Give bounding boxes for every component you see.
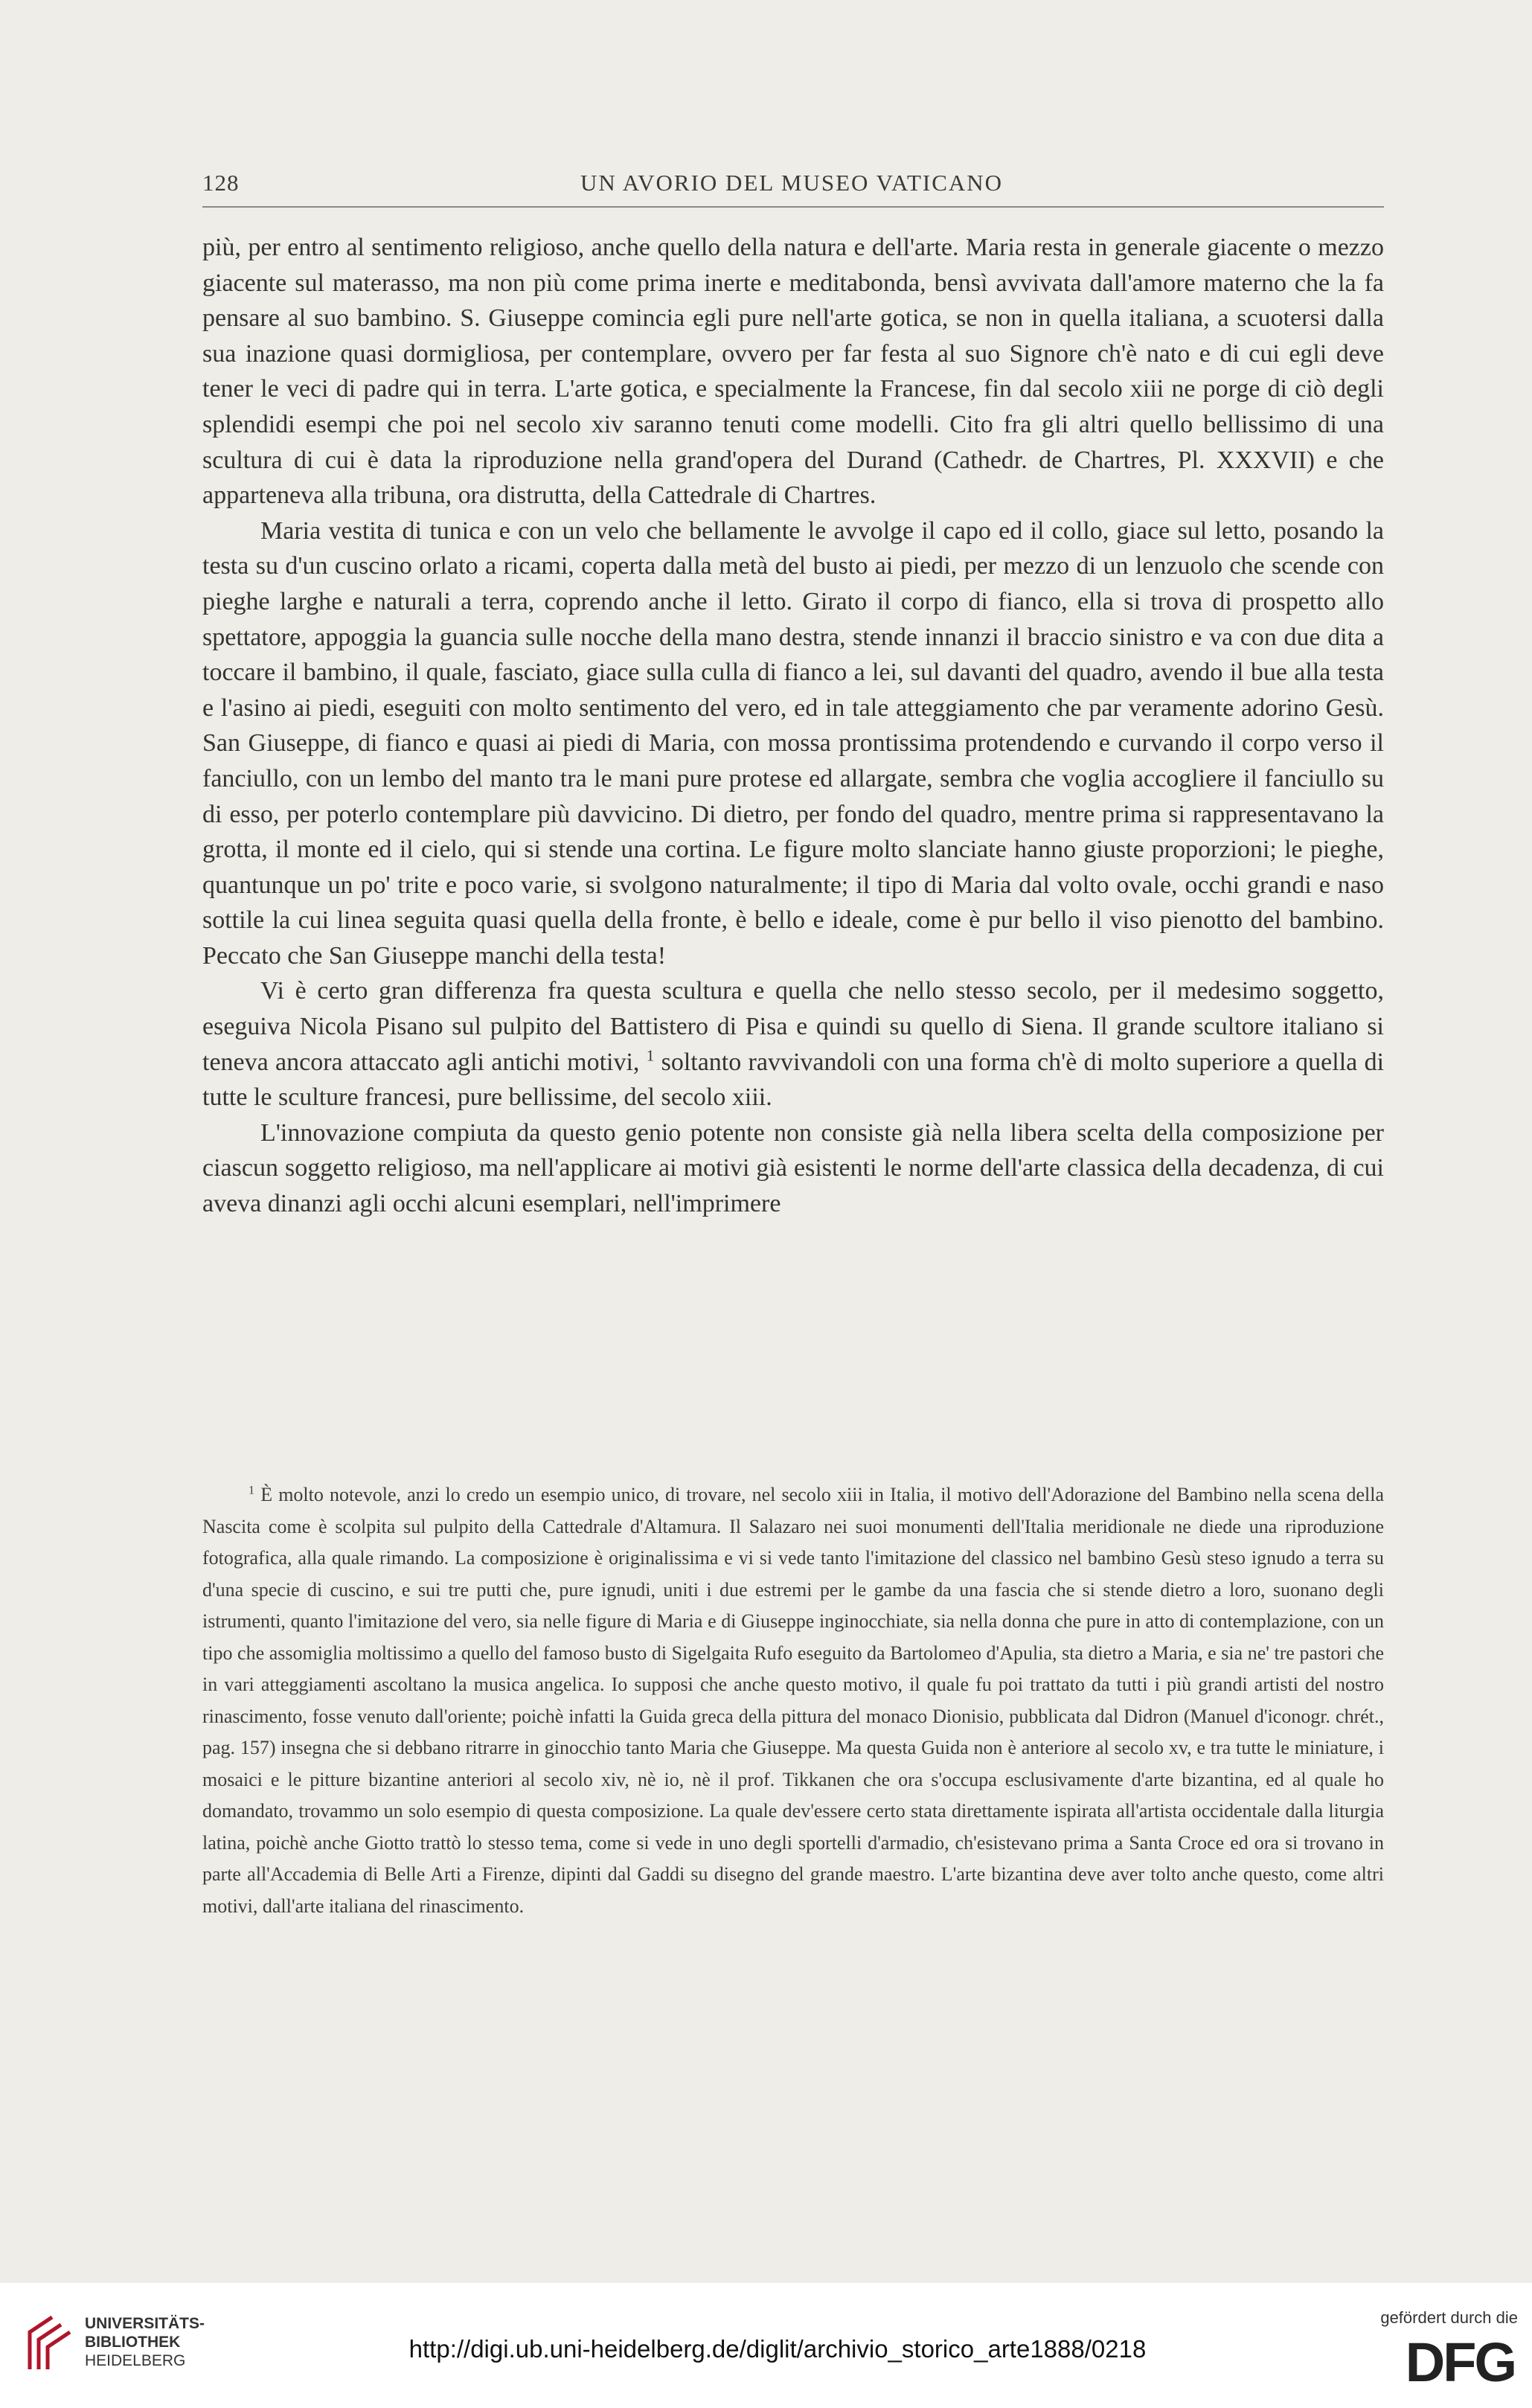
library-name bbox=[85, 2314, 205, 2370]
footnote-text: È molto notevole, anzi lo credo un esempio unico, di trovare, nel secolo xiii in Italia, il motivo dell'Adorazione del Bambino nella scena della Nascita come è scolpita sul pulpito della Cattedrale d'Altamura. Il Salazaro nei suoi monumenti dell'Italia meridionale ne diede una riproduzione fotografica, alla quale rimando. La composizione è originalissima e vi si vede tanto l'imitazione del classico nel bambino Gesù steso ignudo a terra su d'una specie di cuscino, e sui tre putti che, pure ignudi, uniti i due estremi per le gambe da una fascia che si stende dietro a loro, suonano degli istrumenti, quanto l'imitazione del vero, sia nelle figure di Maria e di Giuseppe inginocchiate, sia nella donna che pure in atto di contemplazione, con un tipo che assomiglia moltissimo a quello del famoso busto di Sigelgaita Rufo eseguito da Bartolomeo d'Apulia, sta dietro a Maria, e sia ne' tre pastori che in vari atteggiamenti ascoltano la musica angelica. Io supposi che anche questo motivo, il quale fu poi trattato da tutti i più grandi artisti del nostro rinascimento, fosse venuto dall'oriente; poichè infatti la Guida greca della pittura del monaco Dionisio, pubblicata dal Didron (Manuel d'iconogr. chrét., pag. 157) insegna che si debbano ritrarre in ginocchio tanto Maria che Giuseppe. Ma questa Guida non è anteriore al secolo xv, e tra tutte le miniature, i mosaici e le pitture bizantine anteriori al secolo xiv, nè io, nè il prof. Tikkanen che ora s'occupa esclusivamente d'arte bizantina, ed al quale ho domandato, trovammo un solo esempio di questa composizione. La quale dev'essere certo stata direttamente ispirata all'artista occidentale dalla liturgia latina, poichè anche Giotto trattò lo stesso tema, come si vede in uno degli sportelli d'armadio, ch'esistevano prima a Santa Croce ed ora si trovano in parte all'Accademia di Belle Arti a Firenze, dipinti dal Gaddi su disegno del grande maestro. L'arte bizantina deve aver tolto anche questo, come altri motivi, dall'arte italiana del rinascimento. bbox=[202, 1484, 1384, 1917]
library-name-line-3: HEIDELBERG bbox=[85, 2352, 186, 2369]
dfg-logo-text: DFG bbox=[1405, 2335, 1515, 2387]
library-name-line-1: UNIVERSITÄTS- bbox=[85, 2315, 205, 2332]
running-title: UN AVORIO DEL MUSEO VATICANO bbox=[580, 170, 1004, 196]
header-rule bbox=[202, 206, 1384, 208]
paragraph-3-text-a: Vi è certo gran differenza fra questa scultura e quella che nello stesso secolo, per il medesimo soggetto, eseguiva Nicola Pisano sul pulpito del Battistero di Pisa e quindi su quello di Siena. Il grande scultore italiano si teneva ancora attaccato agli antichi motivi, bbox=[202, 977, 1384, 1076]
footnote-reference[interactable]: 1 bbox=[646, 1046, 655, 1065]
footnote-1 bbox=[202, 1479, 1384, 1922]
paragraph-3-text-b: soltanto ravvivandoli con una forma ch'è di molto superiore a quella di tutte le sculture francesi, pure bellissime, del secolo xiii. bbox=[202, 1048, 1385, 1112]
footnotes bbox=[202, 1479, 1384, 1922]
footnote-marker: 1 bbox=[249, 1484, 255, 1497]
paragraph-2: Maria vestita di tunica e con un velo che bellamente le avvolge il capo ed il collo, giace sul letto, posando la testa su d'un cuscino orlato a ricami, coperta dalla metà del busto ai piedi, per mezzo di un lenzuolo che scende con pieghe larghe e naturali a terra, coprendo anche il letto. Girato il corpo di fianco, ella si trova di prospetto allo spettatore, appoggia la guancia sulle nocche della mano destra, stende innanzi il braccio sinistro e va con due dita a toccare il bambino, il quale, fasciato, giace sulla culla di fianco a lei, sul davanti del quadro, avendo il bue alla testa e l'asino ai piedi, eseguiti con molto sentimento del vero, ed in tale atteggiamento che par veramente adorino Gesù. San Giuseppe, di fianco e quasi ai piedi di Maria, con mossa prontissima protendendo e curvando il corpo verso il fanciullo, con un lembo del manto tra le mani pure protese ed allargate, sembra che voglia accogliere il fanciullo su di esso, per poterlo contemplare più davvicino. Di dietro, per fondo del quadro, mentre prima si rappresentavano la grotta, il monte ed il cielo, qui si stende una cortina. Le figure molto slanciate hanno giuste proporzioni; le pieghe, quantunque un po' trite e poco varie, si svolgono naturalmente; il tipo di Maria dal volto ovale, occhi grandi e naso sottile la cui linea seguita quasi quella della fronte, è bello e ideale, come è pur bello il viso pienotto del bambino. Peccato che San Giuseppe manchi della testa! bbox=[202, 516, 1384, 970]
dfg-logo-icon[interactable] bbox=[1368, 2335, 1516, 2387]
paragraph-1: più, per entro al sentimento religioso, anche quello della natura e dell'arte. Maria resta in generale giacente o mezzo giacente sul materasso, ma non più come prima inerte e meditabonda, bensì avvivata dall'amore materno che la fa pensare al suo bambino. S. Giuseppe comincia egli pure nell'arte gotica, se non in quella italiana, a scuotersi dalla sua inazione quasi dormigliosa, per contemplare, ovvero per far festa al suo Signore ch'è nato e di cui egli deve tener le veci di padre qui in terra. L'arte gotica, e specialmente la Francese, fin dal secolo xiii ne porge di ciò degli splendidi esempi che poi nel secolo xiv saranno tenuti come modelli. Cito fra gli altri quello bellissimo di una scultura di cui è data la riproduzione nella grand'opera del Durand (Cathedr. de Chartres, Pl. XXXVII) e che apparteneva alla tribuna, ora distrutta, della Cattedrale di Chartres. bbox=[202, 234, 1384, 510]
paragraph-3 bbox=[202, 973, 1384, 1115]
university-library-logo-icon[interactable] bbox=[15, 2310, 82, 2377]
funded-by-label: gefördert durch die bbox=[1380, 2308, 1518, 2327]
running-head bbox=[196, 170, 1387, 207]
library-name-line-2: BIBLIOTHEK bbox=[85, 2334, 181, 2351]
paragraph-4: L'innovazione compiuta da questo genio potente non consiste già nella libera scelta della composizione per ciascun soggetto religioso, ma nell'applicare ai motivi già esistenti le norme dell'arte classica della decadenza, di cui aveva dinanzi agli occhi alcuni esemplari, nell'imprimere bbox=[202, 1118, 1384, 1218]
permalink-url[interactable]: http://digi.ub.uni-heidelberg.de/diglit/archivio_storico_arte1888/0218 bbox=[408, 2335, 1147, 2363]
body-text bbox=[202, 230, 1384, 1222]
viewer-footer bbox=[0, 2283, 1532, 2408]
page-number: 128 bbox=[202, 170, 240, 196]
